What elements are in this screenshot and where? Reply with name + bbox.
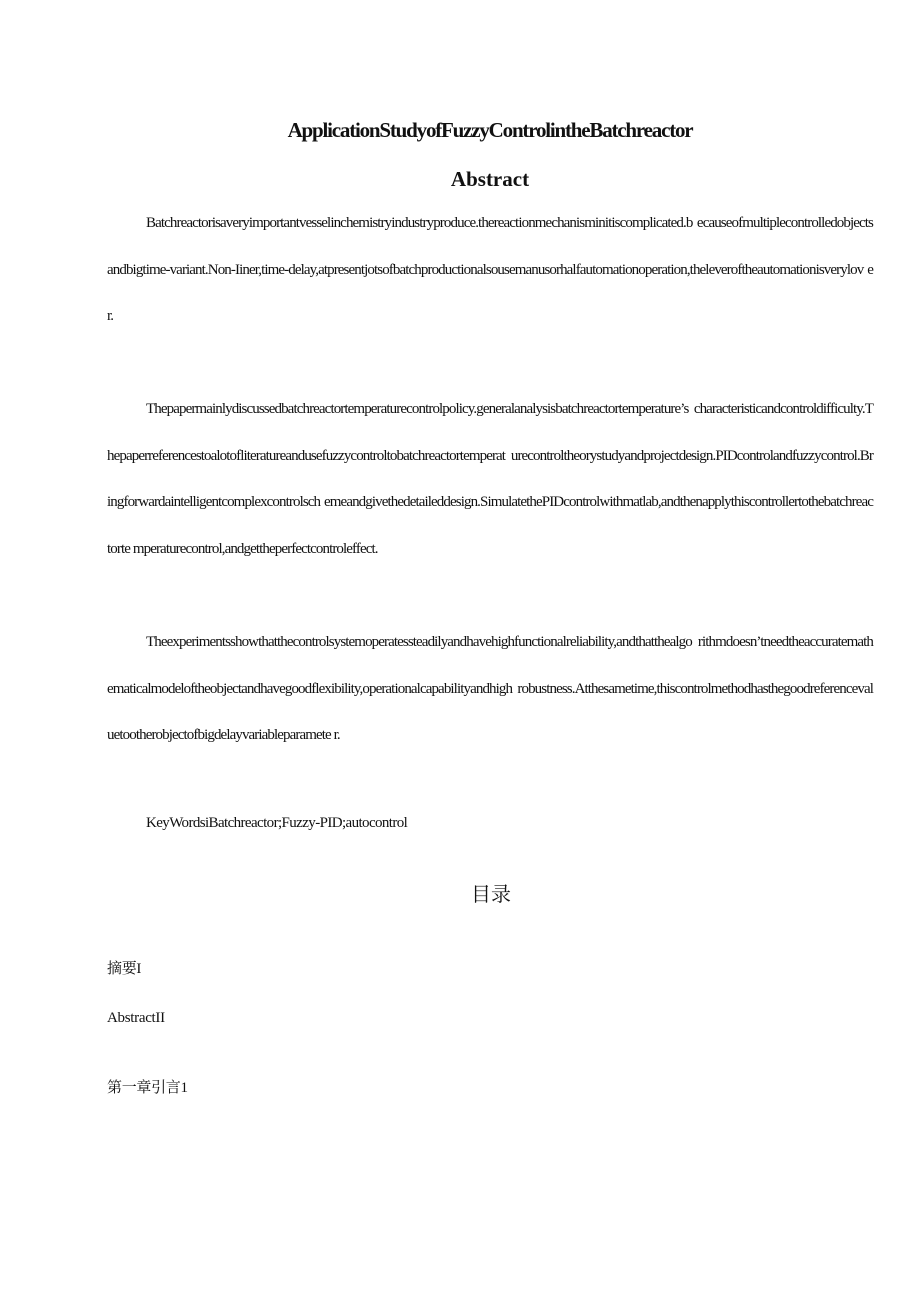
abstract-paragraph-2: Thepapermainlydiscussedbatchreactortemperaturecontrolpolicy.generalanalysisbatchreactortemperature’s characteristicandcontroldifficulty.Thepaperreferencestoalotofliteratureandusefuzzycontroltobatchreactortemperat urecontroltheorystudyandprojectdesign.PIDcontrolandfuzzycontrol.Bringforwardaintelligentcomplexcontrolsch emeandgivethedetaileddesign.SimulatethePIDcontrolwithmatlab,andthenapplythiscontrollertothebatchreactorte mperaturecontrol,andgettheperfectcontroleffect.	[107, 401, 873, 557]
abstract-paragraph-3: Theexperimentsshowthatthecontrolsystemoperatessteadilyandhavehighfunctionalreliability,andthatthealgo rithmdoesn’tneedtheaccuratemathematicalmodeloftheobjectandhavegoodflexibility,operationalcapabilityandhigh robustness.Atthesametime,thiscontrolmethodhasthegoodreferencevaluetootherobjectofbigdelayvariableparamete r.	[107, 634, 873, 743]
toc-item-abstract[interactable]: AbstractII	[107, 1010, 165, 1026]
abstract-heading: Abstract	[450, 167, 530, 191]
abstract-paragraph-1: Batchreactorisaveryimportantvesselinchemistryindustryproduce.thereactionmechanisminitiscomplicated.b ecauseofmultiplecontrolledobjectsandbigtime-variant.Non-Iiner,time-delay,atpresentjotsofbatchproductionalsousemanusorhalfautomationoperation,theleveroftheautomationisverylov er.	[107, 215, 873, 324]
paper-title: ApplicationStudyofFuzzyControlintheBatchreactor	[287, 118, 693, 142]
toc-heading: 目录	[471, 882, 511, 906]
toc-item-chinese-abstract[interactable]: 摘要I	[107, 961, 142, 977]
keywords-line: KeyWordsiBatchreactor;Fuzzy-PID;autocontrol	[146, 815, 408, 831]
toc-item-chapter-1[interactable]: 第一章引言1	[107, 1080, 188, 1096]
